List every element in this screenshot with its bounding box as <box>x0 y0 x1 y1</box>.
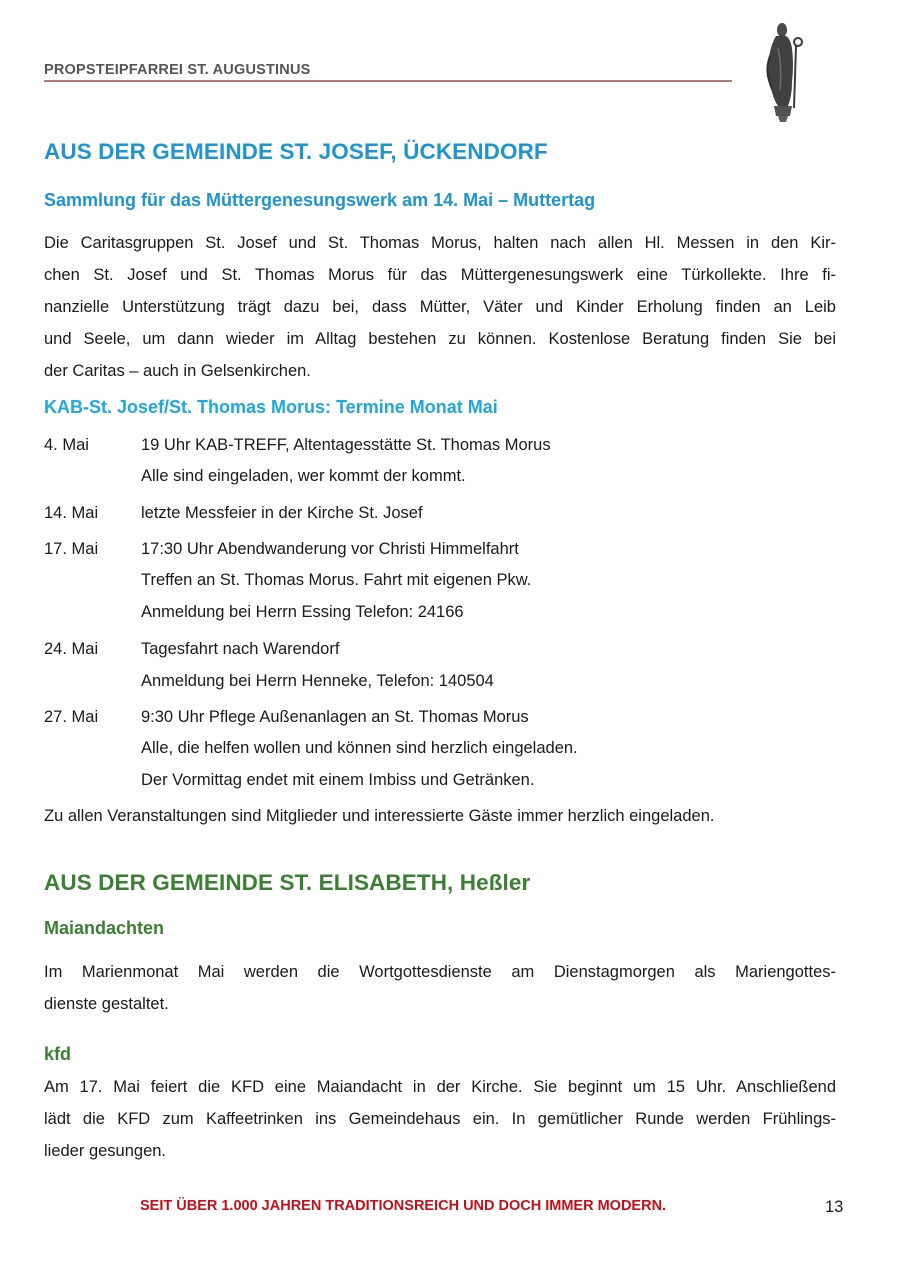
article-heading: Maiandachten <box>44 918 165 938</box>
text-line: Die Caritasgruppen St. Josef und St. Thomas Morus, halten nach allen Hl. Messen in den Kir- <box>44 234 836 252</box>
article-heading: Sammlung für das Müttergenesungswerk am 14. Mai – Muttertag <box>44 190 596 210</box>
article-body <box>44 1071 836 1167</box>
text-line: lädt die KFD zum Kaffeetrinken ins Gemeindehaus ein. In gemütlicher Runde werden Frühlings- <box>44 1110 836 1128</box>
text-line: Im Marienmonat Mai werden die Wortgottesdienste am Dienstagmorgen als Mariengottes- <box>44 963 836 981</box>
text-line: der Caritas – auch in Gelsenkirchen. <box>44 362 311 380</box>
header-title: PROPSTEIPFARREI ST. AUGUSTINUS <box>44 62 311 78</box>
event-text: 9:30 Uhr Pflege Außenanlagen an St. Thomas Morus <box>141 708 529 726</box>
event-date: 24. Mai <box>44 640 99 658</box>
text-line: lieder gesungen. <box>44 1142 167 1160</box>
event-text: letzte Messfeier in der Kirche St. Josef <box>141 504 423 522</box>
text-line: dienste gestaltet. <box>44 995 169 1013</box>
text-line: nanzielle Unterstützung trägt dazu bei, dass Mütter, Väter und Kinder Erholung finden an Leib <box>44 298 836 316</box>
event-text: Anmeldung bei Herrn Essing Telefon: 24166 <box>141 603 464 621</box>
closing-note: Zu allen Veranstaltungen sind Mitglieder und interessierte Gäste immer herzlich eingeladen. <box>44 807 715 825</box>
event-text: Tagesfahrt nach Warendorf <box>141 640 340 658</box>
footer-slogan: SEIT ÜBER 1.000 JAHREN TRADITIONSREICH UND DOCH IMMER MODERN. <box>140 1198 667 1214</box>
article-heading: kfd <box>44 1044 71 1064</box>
event-text: 19 Uhr KAB-TREFF, Altentagesstätte St. Thomas Morus <box>141 436 551 454</box>
event-date: 4. Mai <box>44 436 89 454</box>
text-line: und Seele, um dann wieder im Alltag bestehen zu können. Kostenlose Beratung finden Sie bei <box>44 330 836 348</box>
saint-statue-icon <box>758 16 814 124</box>
article-heading: KAB-St. Josef/St. Thomas Morus: Termine Monat Mai <box>44 397 498 417</box>
event-text: Alle sind eingeladen, wer kommt der kommt. <box>141 467 466 485</box>
text-line: Am 17. Mai feiert die KFD eine Maiandacht in der Kirche. Sie beginnt um 15 Uhr. Anschließend <box>44 1078 836 1096</box>
section-heading: AUS DER GEMEINDE ST. JOSEF, ÜCKENDORF <box>44 139 548 164</box>
event-date: 27. Mai <box>44 708 99 726</box>
article-body <box>44 227 836 387</box>
event-text: Treffen an St. Thomas Morus. Fahrt mit eigenen Pkw. <box>141 571 532 589</box>
event-text: 17:30 Uhr Abendwanderung vor Christi Himmelfahrt <box>141 540 519 558</box>
event-text: Der Vormittag endet mit einem Imbiss und Getränken. <box>141 771 535 789</box>
event-date: 17. Mai <box>44 540 99 558</box>
event-text: Anmeldung bei Herrn Henneke, Telefon: 140504 <box>141 672 494 690</box>
header-divider <box>44 80 732 82</box>
event-text: Alle, die helfen wollen und können sind herzlich eingeladen. <box>141 739 578 757</box>
event-date: 14. Mai <box>44 504 99 522</box>
text-line: chen St. Josef und St. Thomas Morus für das Müttergenesungswerk eine Türkollekte. Ihre fi- <box>44 266 836 284</box>
page-number: 13 <box>825 1198 844 1216</box>
article-body <box>44 956 836 1020</box>
section-heading: AUS DER GEMEINDE ST. ELISABETH, Heßler <box>44 870 531 895</box>
